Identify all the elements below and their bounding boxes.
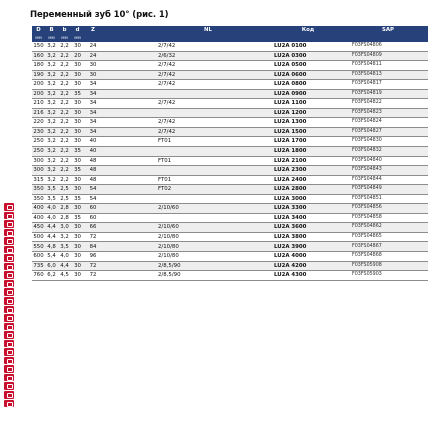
cell-sap: F03FS04865 (348, 232, 428, 242)
cell-nl (148, 147, 268, 157)
cell-sap: F03FS04811 (348, 61, 428, 71)
unit-label (268, 35, 348, 42)
cell-z: 24 (84, 42, 102, 51)
cell-sap: F03FS04849 (348, 185, 428, 195)
cell-d-bore: 30 (71, 175, 84, 185)
cell-b-body: 2,2 (58, 70, 71, 80)
cell-b-width: 4,0 (45, 213, 58, 223)
cell-sap: F03FS04868 (348, 252, 428, 262)
cell-z: 30 (84, 61, 102, 71)
cell-sap: F03FS04809 (348, 51, 428, 61)
cell-d-bore: 30 (71, 204, 84, 214)
cell-code: LU2A 0500 (268, 61, 348, 71)
cell-blank (102, 80, 148, 90)
cell-b-width: 4,4 (45, 232, 58, 242)
product-marker-icon (4, 220, 14, 228)
product-marker-icon (4, 400, 14, 408)
cell-nl: 2/7/42 (148, 42, 268, 51)
table-row (32, 156, 428, 166)
cell-nl: 2/10/60 (148, 223, 268, 233)
cell-z: 96 (84, 252, 102, 262)
product-marker-icon (4, 246, 14, 254)
cell-d-outer: 500 (32, 232, 45, 242)
cell-code: LU2A 2400 (268, 175, 348, 185)
table-row (32, 175, 428, 185)
product-marker-icon (4, 306, 14, 314)
cell-nl: 2/7/42 (148, 127, 268, 137)
cell-d-outer: 550 (32, 242, 45, 252)
cell-b-width: 3,2 (45, 156, 58, 166)
cell-d-bore: 30 (71, 80, 84, 90)
cell-d-bore: 30 (71, 127, 84, 137)
cell-b-width: 3,2 (45, 70, 58, 80)
cell-z: 48 (84, 175, 102, 185)
cell-code: LU2A 2300 (268, 166, 348, 176)
cell-b-width: 6,0 (45, 261, 58, 271)
table-row (32, 80, 428, 90)
cell-b-body: 2,2 (58, 127, 71, 137)
unit-label (348, 35, 428, 42)
cell-blank (102, 70, 148, 80)
cell-b-body: 2,8 (58, 204, 71, 214)
cell-b-width: 3,2 (45, 108, 58, 118)
cell-nl: FT01 (148, 156, 268, 166)
cell-b-width: 3,2 (45, 51, 58, 61)
header-row (32, 26, 428, 35)
cell-nl: 2/10/80 (148, 252, 268, 262)
cell-blank (102, 147, 148, 157)
cell-d-outer: 450 (32, 223, 45, 233)
cell-code: LU2A 0300 (268, 51, 348, 61)
cell-d-bore: 35 (71, 147, 84, 157)
product-marker-icon (4, 263, 14, 271)
cell-code: LU2A 4000 (268, 252, 348, 262)
cell-d-outer: 300 (32, 156, 45, 166)
cell-nl (148, 108, 268, 118)
cell-z: 34 (84, 118, 102, 128)
cell-d-bore: 35 (71, 194, 84, 204)
cell-sap: F03FS04823 (348, 108, 428, 118)
table-row (32, 51, 428, 61)
cell-blank (102, 204, 148, 214)
cell-blank (102, 127, 148, 137)
cell-blank (102, 156, 148, 166)
cell-d-bore: 30 (71, 232, 84, 242)
col-header-d-bore: d (71, 26, 84, 35)
cell-sap: F03FS04813 (348, 70, 428, 80)
cell-code: LU2A 4300 (268, 271, 348, 281)
col-header-blank (102, 26, 148, 35)
cell-z: 66 (84, 223, 102, 233)
cell-nl: 2/6/32 (148, 51, 268, 61)
cell-b-body: 2,5 (58, 185, 71, 195)
unit-label (84, 35, 102, 42)
cell-b-body: 4,5 (58, 271, 71, 281)
cell-d-bore: 30 (71, 156, 84, 166)
cell-d-outer: 200 (32, 80, 45, 90)
cell-blank (102, 89, 148, 99)
cell-b-body: 4,0 (58, 252, 71, 262)
table-row (32, 271, 428, 281)
cell-d-outer: 400 (32, 204, 45, 214)
cell-b-width: 5,4 (45, 252, 58, 262)
cell-sap: F03FS04832 (348, 147, 428, 157)
product-marker-icon (4, 391, 14, 399)
cell-d-outer: 350 (32, 194, 45, 204)
cell-blank (102, 223, 148, 233)
cell-b-width: 3,2 (45, 147, 58, 157)
cell-sap: F03FS04844 (348, 175, 428, 185)
cell-z: 54 (84, 194, 102, 204)
cell-code: LU2A 2800 (268, 185, 348, 195)
cell-code: LU2A 1300 (268, 118, 348, 128)
cell-code: LU2A 1200 (268, 108, 348, 118)
table-row (32, 213, 428, 223)
cell-z: 60 (84, 213, 102, 223)
cell-b-width: 3,2 (45, 127, 58, 137)
cell-b-body: 2,2 (58, 80, 71, 90)
cell-code: LU2A 3400 (268, 213, 348, 223)
cell-b-width: 3,2 (45, 61, 58, 71)
cell-code: LU2A 0900 (268, 89, 348, 99)
cell-blank (102, 137, 148, 147)
cell-nl: FT01 (148, 137, 268, 147)
cell-d-outer: 200 (32, 89, 45, 99)
cell-blank (102, 118, 148, 128)
cell-nl: 2/8,5/90 (148, 271, 268, 281)
product-marker-icon (4, 314, 14, 322)
cell-code: LU2A 1700 (268, 137, 348, 147)
cell-b-body: 2,2 (58, 118, 71, 128)
cell-sap: F03FS04824 (348, 118, 428, 128)
table-row (32, 166, 428, 176)
cell-d-bore: 30 (71, 70, 84, 80)
cell-d-bore: 30 (71, 185, 84, 195)
cell-blank (102, 232, 148, 242)
cell-sap: F03FS04851 (348, 194, 428, 204)
cell-d-bore: 35 (71, 166, 84, 176)
cell-b-body: 4,4 (58, 261, 71, 271)
col-header-d-outer: D (32, 26, 45, 35)
cell-z: 30 (84, 70, 102, 80)
cell-b-width: 3,2 (45, 89, 58, 99)
table-row (32, 137, 428, 147)
table-row (32, 252, 428, 262)
table-row (32, 127, 428, 137)
table-row (32, 242, 428, 252)
cell-blank (102, 51, 148, 61)
unit-label: мм (58, 35, 71, 42)
cell-z: 72 (84, 261, 102, 271)
cell-d-bore: 30 (71, 271, 84, 281)
cell-d-outer: 180 (32, 61, 45, 71)
cell-z: 72 (84, 271, 102, 281)
cell-d-outer: 250 (32, 147, 45, 157)
cell-b-body: 2,2 (58, 137, 71, 147)
cell-sap: F03FS04822 (348, 99, 428, 109)
product-marker-icon (4, 271, 14, 279)
cell-z: 24 (84, 51, 102, 61)
cell-nl: 2/7/42 (148, 99, 268, 109)
table-row (32, 147, 428, 157)
table-row (32, 99, 428, 109)
unit-label: мм (32, 35, 45, 42)
cell-d-outer: 230 (32, 127, 45, 137)
cell-nl: 2/7/42 (148, 70, 268, 80)
product-table (32, 26, 428, 281)
cell-d-bore: 30 (71, 261, 84, 271)
product-marker-icon (4, 229, 14, 237)
cell-sap: F03FS04858 (348, 213, 428, 223)
product-marker-icon (4, 382, 14, 390)
cell-d-bore: 30 (71, 108, 84, 118)
col-header-nl: NL (148, 26, 268, 35)
cell-d-outer: 190 (32, 70, 45, 80)
cell-sap: F03FS04806 (348, 42, 428, 51)
table-row (32, 194, 428, 204)
cell-d-bore: 35 (71, 213, 84, 223)
cell-d-outer: 210 (32, 99, 45, 109)
product-marker-icon (4, 348, 14, 356)
cell-nl: 2/7/42 (148, 118, 268, 128)
cell-code: LU2A 4200 (268, 261, 348, 271)
cell-d-outer: 760 (32, 271, 45, 281)
cell-z: 48 (84, 166, 102, 176)
product-markers (4, 203, 14, 408)
cell-sap: F03FS04830 (348, 137, 428, 147)
cell-blank (102, 99, 148, 109)
cell-b-width: 3,2 (45, 42, 58, 51)
col-header-code: Код (268, 26, 348, 35)
col-header-b-body: b (58, 26, 71, 35)
table-body (32, 42, 428, 280)
cell-code: LU2A 0100 (268, 42, 348, 51)
table-row (32, 232, 428, 242)
product-marker-icon (4, 331, 14, 339)
cell-z: 40 (84, 137, 102, 147)
unit-label (148, 35, 268, 42)
cell-b-width: 4,8 (45, 242, 58, 252)
cell-blank (102, 242, 148, 252)
cell-blank (102, 42, 148, 51)
cell-d-outer: 735 (32, 261, 45, 271)
table-row (32, 185, 428, 195)
unit-label: мм (71, 35, 84, 42)
product-marker-icon (4, 297, 14, 305)
cell-b-body: 3,2 (58, 232, 71, 242)
cell-b-body: 2,2 (58, 42, 71, 51)
table-row (32, 70, 428, 80)
cell-d-bore: 30 (71, 118, 84, 128)
product-marker-icon (4, 357, 14, 365)
cell-b-width: 3,2 (45, 99, 58, 109)
cell-d-outer: 220 (32, 118, 45, 128)
cell-blank (102, 185, 148, 195)
cell-b-width: 4,4 (45, 223, 58, 233)
cell-blank (102, 61, 148, 71)
cell-code: LU2A 3600 (268, 223, 348, 233)
cell-d-outer: 160 (32, 51, 45, 61)
cell-nl (148, 213, 268, 223)
cell-nl: 2/7/42 (148, 80, 268, 90)
cell-blank (102, 108, 148, 118)
cell-b-body: 2,2 (58, 99, 71, 109)
cell-nl: 2/10/60 (148, 204, 268, 214)
cell-d-bore: 30 (71, 61, 84, 71)
table-row (32, 42, 428, 51)
cell-b-width: 6,2 (45, 271, 58, 281)
cell-b-body: 3,0 (58, 223, 71, 233)
cell-code: LU2A 3000 (268, 194, 348, 204)
table-row (32, 223, 428, 233)
cell-code: LU2A 0600 (268, 70, 348, 80)
product-marker-icon (4, 288, 14, 296)
product-marker-icon (4, 203, 14, 211)
cell-d-outer: 216 (32, 108, 45, 118)
cell-d-bore: 30 (71, 42, 84, 51)
cell-nl: FT02 (148, 185, 268, 195)
cell-code: LU2A 3900 (268, 242, 348, 252)
cell-blank (102, 252, 148, 262)
cell-d-outer: 300 (32, 166, 45, 176)
cell-sap: F03FS04817 (348, 80, 428, 90)
cell-z: 34 (84, 99, 102, 109)
cell-d-bore: 30 (71, 99, 84, 109)
cell-code: LU2A 2100 (268, 156, 348, 166)
cell-b-body: 2,2 (58, 51, 71, 61)
cell-z: 84 (84, 242, 102, 252)
cell-b-width: 3,2 (45, 175, 58, 185)
cell-z: 72 (84, 232, 102, 242)
cell-d-bore: 35 (71, 89, 84, 99)
cell-b-width: 4,0 (45, 204, 58, 214)
cell-b-body: 2,2 (58, 61, 71, 71)
table-row (32, 89, 428, 99)
table-title: Переменный зуб 10° (рис. 1) (30, 10, 169, 20)
cell-sap: F03FS05903 (348, 271, 428, 281)
cell-b-body: 2,2 (58, 156, 71, 166)
cell-nl: 2/10/80 (148, 232, 268, 242)
cell-code: LU2A 1500 (268, 127, 348, 137)
cell-b-body: 2,2 (58, 175, 71, 185)
cell-nl (148, 166, 268, 176)
cell-sap: F03FS04840 (348, 156, 428, 166)
cell-d-bore: 30 (71, 252, 84, 262)
cell-b-body: 2,5 (58, 194, 71, 204)
cell-b-width: 3,5 (45, 185, 58, 195)
cell-d-outer: 250 (32, 137, 45, 147)
col-header-sap: SAP (348, 26, 428, 35)
cell-code: LU2A 0800 (268, 80, 348, 90)
cell-nl (148, 194, 268, 204)
cell-b-body: 2,2 (58, 89, 71, 99)
cell-sap: F03FS04819 (348, 89, 428, 99)
cell-code: LU2A 3300 (268, 204, 348, 214)
cell-code: LU2A 1800 (268, 147, 348, 157)
cell-sap: F03FS04843 (348, 166, 428, 176)
cell-d-bore: 30 (71, 137, 84, 147)
cell-z: 48 (84, 156, 102, 166)
cell-d-outer: 350 (32, 185, 45, 195)
cell-blank (102, 271, 148, 281)
table-row (32, 61, 428, 71)
cell-sap: F03FS04867 (348, 242, 428, 252)
cell-nl: FT01 (148, 175, 268, 185)
col-header-b-width: B (45, 26, 58, 35)
cell-blank (102, 194, 148, 204)
table-row (32, 204, 428, 214)
cell-blank (102, 213, 148, 223)
cell-sap: F03FS04827 (348, 127, 428, 137)
cell-nl (148, 89, 268, 99)
cell-nl: 2/10/80 (148, 242, 268, 252)
col-header-z: Z (84, 26, 102, 35)
cell-z: 34 (84, 89, 102, 99)
table-row (32, 261, 428, 271)
product-marker-icon (4, 340, 14, 348)
cell-z: 40 (84, 147, 102, 157)
cell-d-outer: 315 (32, 175, 45, 185)
cell-b-body: 3,5 (58, 242, 71, 252)
cell-z: 60 (84, 204, 102, 214)
unit-label (102, 35, 148, 42)
table-row (32, 118, 428, 128)
cell-b-width: 3,5 (45, 194, 58, 204)
product-marker-icon (4, 374, 14, 382)
cell-z: 34 (84, 80, 102, 90)
cell-nl: 2/8,5/90 (148, 261, 268, 271)
cell-b-width: 3,2 (45, 80, 58, 90)
cell-b-width: 3,2 (45, 118, 58, 128)
cell-blank (102, 166, 148, 176)
cell-z: 54 (84, 185, 102, 195)
cell-b-width: 3,2 (45, 166, 58, 176)
cell-z: 34 (84, 108, 102, 118)
cell-code: LU2A 3800 (268, 232, 348, 242)
cell-nl: 2/7/42 (148, 61, 268, 71)
cell-d-outer: 400 (32, 213, 45, 223)
cell-d-bore: 20 (71, 51, 84, 61)
product-marker-icon (4, 212, 14, 220)
cell-code: LU2A 1100 (268, 99, 348, 109)
cell-z: 34 (84, 127, 102, 137)
cell-d-bore: 30 (71, 242, 84, 252)
cell-blank (102, 175, 148, 185)
cell-sap: F03FS04856 (348, 204, 428, 214)
cell-blank (102, 261, 148, 271)
cell-d-outer: 600 (32, 252, 45, 262)
cell-d-outer: 150 (32, 42, 45, 51)
cell-b-width: 3,2 (45, 137, 58, 147)
cell-sap: F03FS04862 (348, 223, 428, 233)
units-row (32, 35, 428, 42)
cell-b-body: 2,2 (58, 147, 71, 157)
product-marker-icon (4, 323, 14, 331)
product-marker-icon (4, 365, 14, 373)
cell-b-body: 2,2 (58, 108, 71, 118)
cell-d-bore: 30 (71, 223, 84, 233)
product-marker-icon (4, 237, 14, 245)
table-row (32, 108, 428, 118)
unit-label: мм (45, 35, 58, 42)
cell-b-body: 2,2 (58, 166, 71, 176)
cell-sap: F03FS05908 (348, 261, 428, 271)
product-marker-icon (4, 254, 14, 262)
cell-b-body: 2,8 (58, 213, 71, 223)
product-marker-icon (4, 280, 14, 288)
